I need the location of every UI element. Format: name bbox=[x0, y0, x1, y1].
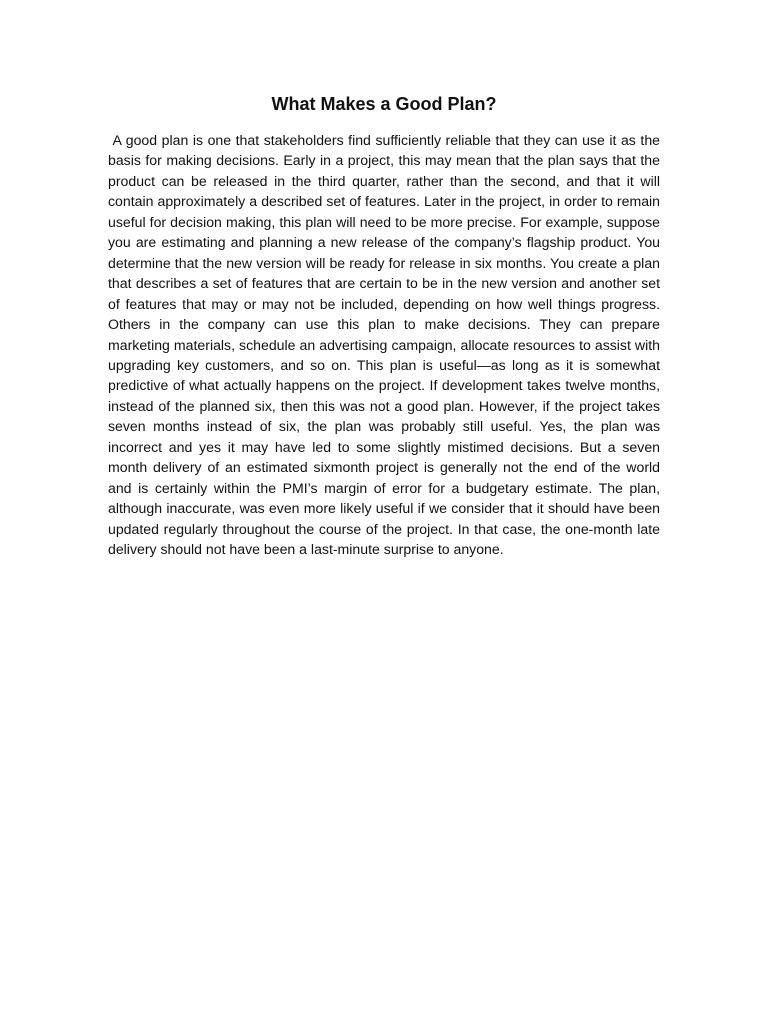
body-paragraph: A good plan is one that stakeholders find sufficiently reliable that they can use it as the basis for making decisions. Early in a project, this may mean that the plan says that the product can be released in the third quarter, rather than the second, and that it will contain approximately a described set of features. Later in the project, in order to remain useful for decision making, this plan will need to be more precise. For example, suppose you are estimating and planning a new release of the company’s flagship product. You determine that the new version will be ready for release in six months. You create a plan that describes a set of features that are certain to be in the new version and another set of features that may or may not be included, depending on how well things progress. Others in the company can use this plan to make decisions. They can prepare marketing materials, schedule an advertising campaign, allocate resources to assist with upgrading key customers, and so on. This plan is useful—as long as it is somewhat predictive of what actually happens on the project. If development takes twelve months, instead of the planned six, then this was not a good plan. However, if the project takes seven months instead of six, the plan was probably still useful. Yes, the plan was incorrect and yes it may have led to some slightly mistimed decisions. But a seven month delivery of an estimated sixmonth project is generally not the end of the world and is certainly within the PMI’s margin of error for a budgetary estimate. The plan, although inaccurate, was even more likely useful if we consider that it should have been updated regularly throughout the course of the project. In that case, the one-month late delivery should not have been a last-minute surprise to anyone. bbox=[108, 132, 660, 558]
document-title: What Makes a Good Plan? bbox=[271, 94, 497, 114]
